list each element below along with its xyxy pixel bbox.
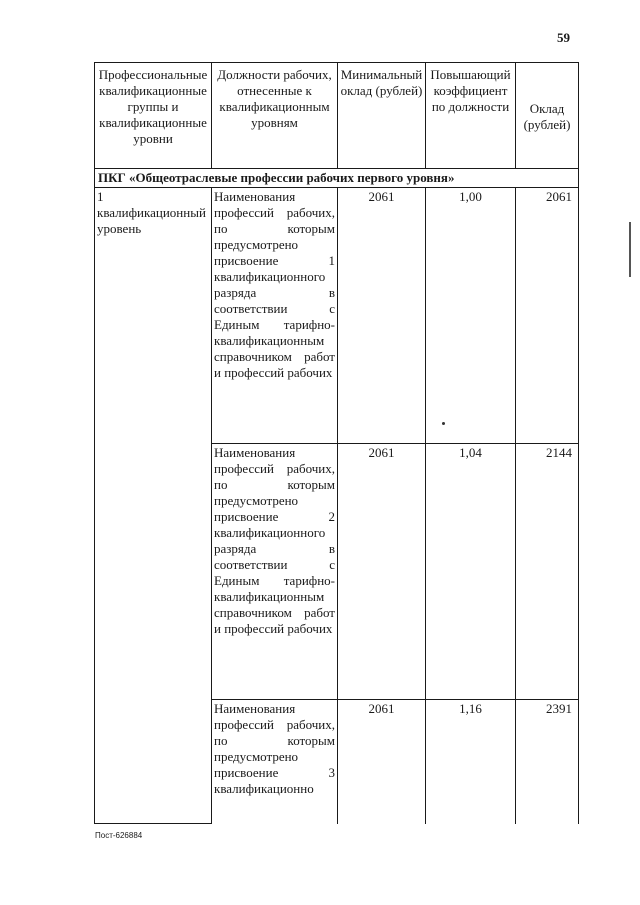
coefficient-cell: 1,04 <box>426 444 516 700</box>
scan-edge-mark <box>629 222 631 277</box>
min-salary-cell: 2061 <box>338 700 426 824</box>
header-coefficient: Повышающий коэффициент по должности <box>426 63 516 169</box>
group-title-row <box>95 169 579 188</box>
salary-cell: 2144 <box>516 444 579 700</box>
position-cell: Наименования профессий рабочих, по которым предусмотрено присвоение 2 квалификационного разряда в соответствии с Единым тарифно-квалификационным справочником работ и профессий рабочих <box>212 444 338 700</box>
qualification-level: 1 квалификационный уровень <box>95 188 212 824</box>
document-code: Пост-626884 <box>95 831 143 840</box>
min-salary-cell: 2061 <box>338 188 426 444</box>
table-row <box>95 188 579 444</box>
position-cell: Наименования профессий рабочих, по которым предусмотрено присвоение 3 квалификационно <box>212 700 338 824</box>
min-salary-cell: 2061 <box>338 444 426 700</box>
group-title: ПКГ «Общеотраслевые профессии рабочих первого уровня» <box>95 169 579 188</box>
header-salary: Оклад (рублей) <box>516 63 579 169</box>
header-min-salary: Минимальный оклад (рублей) <box>338 63 426 169</box>
coefficient-cell: 1,00 <box>426 188 516 444</box>
position-cell: Наименования профессий рабочих, по которым предусмотрено присвоение 1 квалификационного разряда в соответствии с Единым тарифно-квалификационным справочником работ и профессий рабочих <box>212 188 338 444</box>
page-number: 59 <box>557 30 570 45</box>
salary-cell: 2061 <box>516 188 579 444</box>
header-group: Профессиональные квалификационные группы и квалификационные уровни <box>95 63 212 169</box>
coefficient-cell: 1,16 <box>426 700 516 824</box>
salary-table <box>94 62 579 824</box>
header-positions: Должности рабочих, отнесенные к квалификационным уровням <box>212 63 338 169</box>
salary-cell: 2391 <box>516 700 579 824</box>
header-row <box>95 63 579 169</box>
